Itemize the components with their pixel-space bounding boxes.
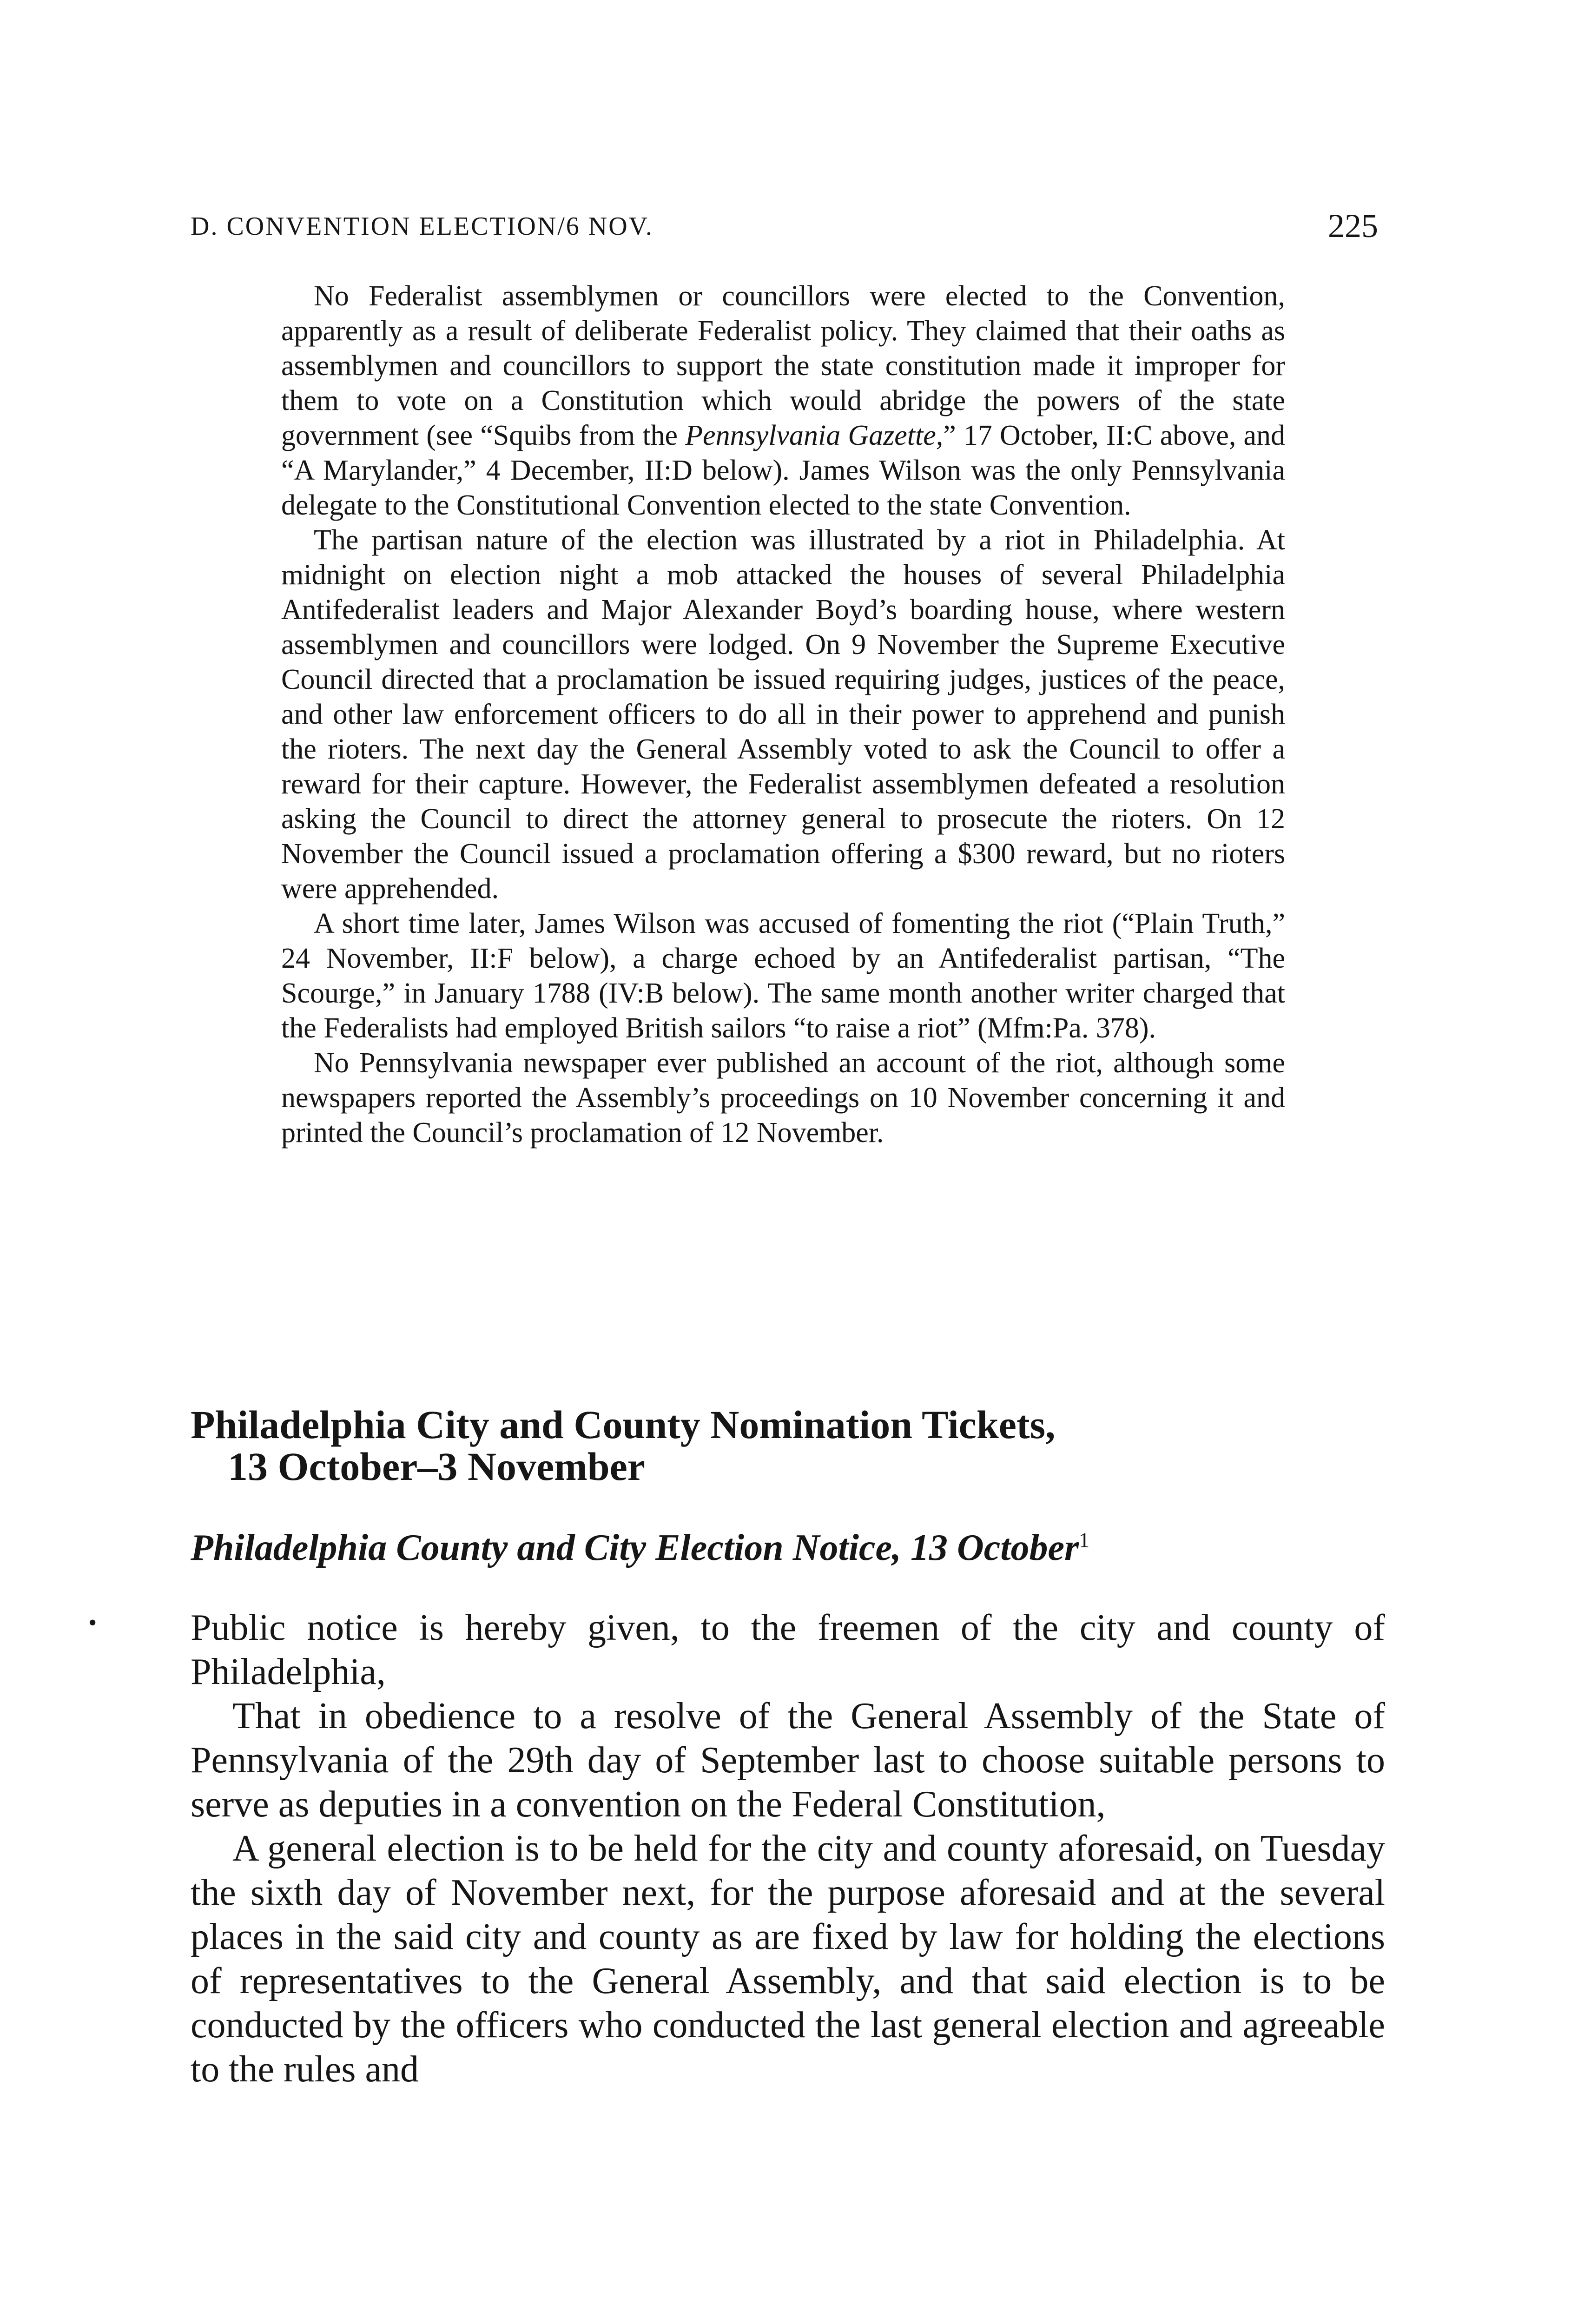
headnote-paragraph-2: The partisan nature of the election was illustrated by a riot in Philadelphia. At midnight on election night a mob attacked the houses of several Philadelphia Antifederalist leaders and Major Alexander Boyd’s boarding house, where western assemblymen and councillors were lodged. On 9 November the Supreme Executive Council directed that a proclamation be issued requiring judges, justices of the peace, and other law enforcement officers to do all in their power to apprehend and punish the rioters. The next day the General Assembly voted to ask the Council to offer a reward for their capture. However, the Federalist assemblymen defeated a resolution asking the Council to direct the attorney general to prosecute the rioters. On 12 November the Council issued a proclamation offering a $300 reward, but no rioters were apprehended. xyxy=(281,524,1285,905)
margin-bullet: • xyxy=(88,1610,97,1636)
body-paragraph-1: Public notice is hereby given, to the freemen of the city and county of Philadelphia, xyxy=(191,1607,1385,1692)
document-body xyxy=(191,1606,1385,2092)
page-number: 225 xyxy=(1328,207,1378,244)
headnote-p1-italic: Pennsylvania Gazette, xyxy=(685,420,944,451)
running-title: D. CONVENTION ELECTION/6 NOV. xyxy=(191,212,653,241)
document-subtitle-text: Philadelphia County and City Election Notice, 13 October xyxy=(191,1527,1079,1568)
headnote xyxy=(281,279,1285,1150)
headnote-paragraph-3: A short time later, James Wilson was accused of fomenting the riot (“Plain Truth,” 24 November, II:F below), a charge echoed by an Antifederalist partisan, “The Scourge,” in January 1788 (IV:B below). The same month another writer charged that the Federalists had employed British sailors “to raise a riot” (Mfm:Pa. 378). xyxy=(281,908,1285,1044)
document-title-line-2: 13 October–3 November xyxy=(228,1444,645,1489)
headnote-p1-text-a: No Federalist assemblymen or councillors were elected to the Convention, apparently as a result of deliberate Federalist policy. They claimed that their oaths as assemblymen and councillors to support the state constitution made it improper for them to vote on a Constitution which would abridge the powers of the state government (see “Squibs from the xyxy=(281,280,1285,451)
headnote-paragraph-4: No Pennsylvania newspaper ever published an account of the riot, although some newspapers reported the Assembly’s proceedings on 10 November concerning it and printed the Council’s proclamation of 12 November. xyxy=(281,1047,1285,1149)
document-title-line-1: Philadelphia City and County Nomination Tickets, xyxy=(191,1402,1056,1447)
running-head xyxy=(191,207,1378,253)
footnote-reference: 1 xyxy=(1079,1528,1090,1552)
headnote-p1-text-b: ” 17 October, II:C above, and “A Marylander,” 4 December, II:D below). James Wilson was the only Pennsylvania delegate to the Constitutional Convention elected to the state Convention. xyxy=(281,420,1285,521)
document-title xyxy=(191,1404,1306,1487)
body-paragraph-3: A general election is to be held for the city and county aforesaid, on Tuesday the sixth day of November next, for the purpose aforesaid and at the several places in the said city and county as are fixed by law for holding the elections of representatives to the General Assembly, and that said election is to be conducted by the officers who conducted the last general election and agreeable to the rules and xyxy=(191,1828,1385,2090)
document-subtitle xyxy=(191,1527,1399,1569)
body-paragraph-2: That in obedience to a resolve of the General Assembly of the State of Pennsylvania of the 29th day of September last to choose suitable persons to serve as deputies in a convention on the Federal Constitution, xyxy=(191,1696,1385,1825)
headnote-paragraph-1 xyxy=(281,279,1285,523)
